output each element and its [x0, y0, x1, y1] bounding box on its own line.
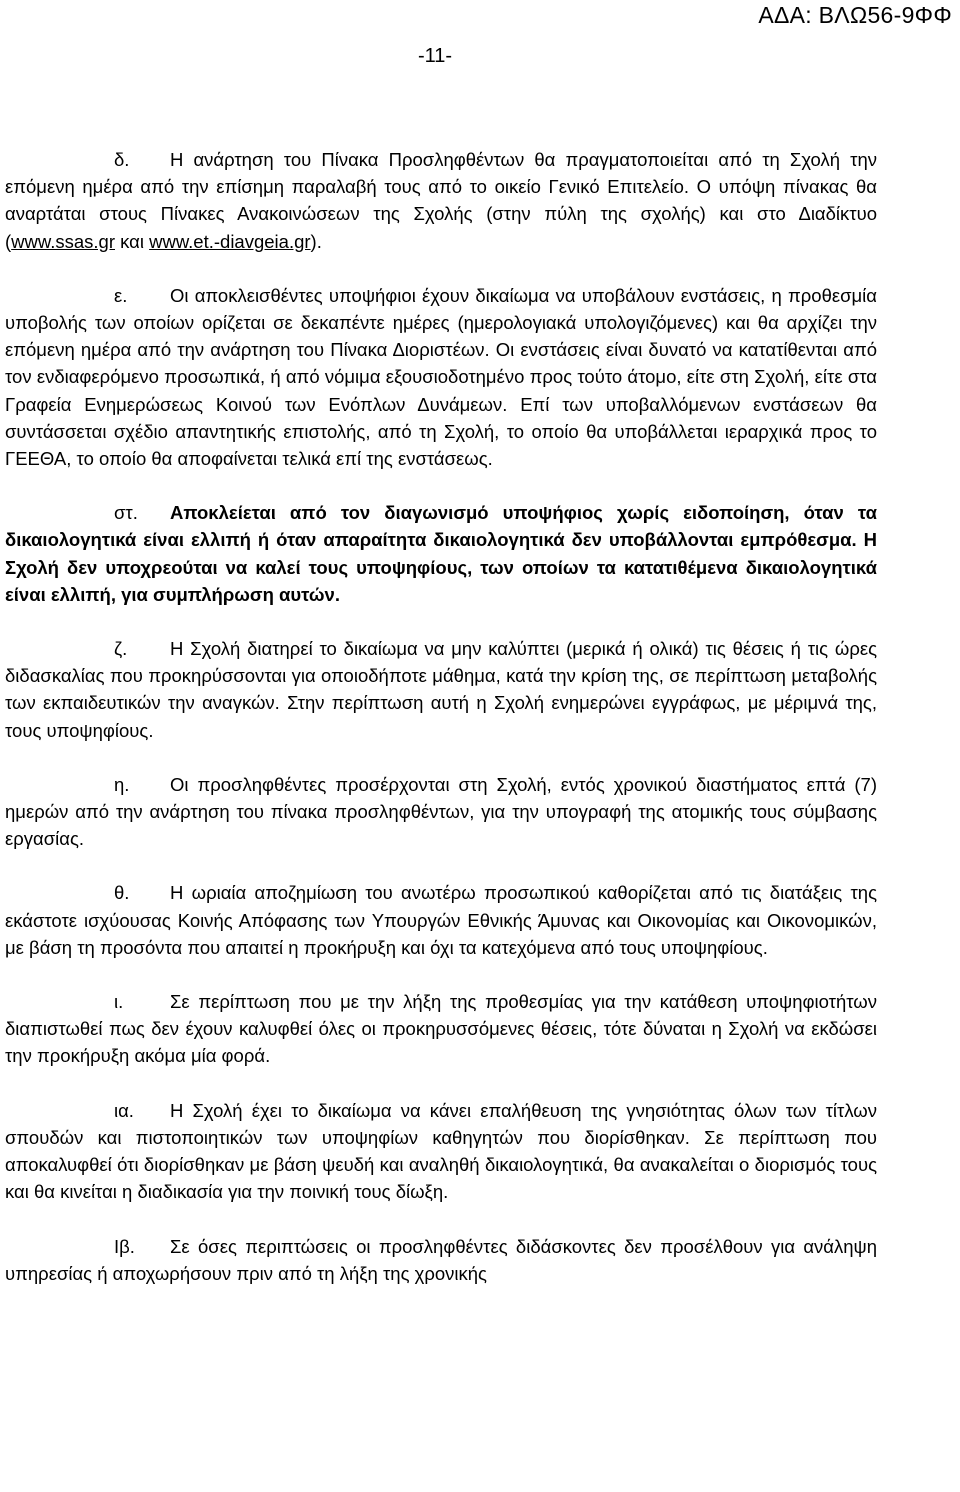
paragraph-text: ).	[310, 230, 322, 252]
ada-code: ΑΔΑ: ΒΛΩ56-9ΦΦ	[758, 2, 952, 28]
page-number: -11-	[418, 45, 453, 67]
paragraph-text: Οι αποκλεισθέντες υποψήφιοι έχουν δικαίωμα να υποβάλουν ενστάσεις, η προθεσμία υποβολής των οποίων ορίζεται σε δεκαπέντε ημέρες (ημερολογιακά υπολογιζόμενες) και θα αρχίζει την επόμενη ημέρα από την ανάρτηση του Πίνακα Διοριστέων. Οι ενστάσεις είναι δυνατό να κατατίθενται από τον ενδιαφερόμενο προσωπικά, ή από νόμιμα εξουσιοδοτημένο προς τούτο άτομο, είτε στη Σχολή, είτε στα Γραφεία Ενημερώσεως Κοινού των Ενόπλων Δυνάμεων. Επί των υποβαλλόμενων ενστάσεων θα συντάσσεται σχέδιο απαντητικής επιστολής, από τη Σχολή, το οποίο θα υποβάλλεται ιεραρχικά προς το ΓΕΕΘΑ, το οποίο θα αποφαίνεται τελικά επί της ενστάσεως.	[5, 284, 877, 470]
paragraph-st	[5, 499, 877, 608]
paragraph-zeta	[5, 635, 877, 744]
paragraph-text: Η Σχολή έχει το δικαίωμα να κάνει επαλήθευση της γνησιότητας όλων των τίτλων σπουδών και πιστοποιητικών των υποψηφίων καθηγητών που διορίσθηκαν. Σε περίπτωση που αποκαλυφθεί ότι διορίσθηκαν με βάση ψευδή και αναληθή δικαιολογητικά, θα ανακαλείται ο διορισμός τους και θα κινείται η διαδικασία για την ποινική τους δίωξη.	[5, 1099, 877, 1203]
paragraph-marker: η.	[114, 773, 130, 795]
paragraph-epsilon	[5, 282, 877, 472]
paragraph-ia	[5, 1097, 877, 1206]
paragraph-marker: ε.	[114, 284, 128, 306]
paragraph-marker: στ.	[114, 502, 138, 524]
paragraph-text: Σε περίπτωση που με την λήξη της προθεσμίας για την κατάθεση υποψηφιοτήτων διαπιστωθεί πως δεν έχουν καλυφθεί όλες οι προκηρυσσόμενες θέσεις, τότε δύναται η Σχολή να εκδώσει την προκήρυξη ακόμα μία φορά.	[5, 991, 877, 1067]
paragraph-marker: ζ.	[114, 638, 128, 660]
diavgeia-link[interactable]: www.et.-diavgeia.gr	[149, 230, 311, 252]
ssas-link[interactable]: www.ssas.gr	[11, 230, 115, 252]
paragraph-marker: ια.	[114, 1099, 134, 1121]
paragraph-text: Σε όσες περιπτώσεις οι προσληφθέντες διδάσκοντες δεν προσέλθουν για ανάληψη υπηρεσίας ή αποχωρήσουν πριν από τη λήξη της χρονικής	[5, 1235, 877, 1284]
paragraph-bold-text: Αποκλείεται από τον διαγωνισμό υποψήφιος χωρίς ειδοποίηση, όταν τα δικαιολογητικά είναι ελλιπή ή όταν απαραίτητα δικαιολογητικά δεν υποβάλλονται εμπρόθεσμα. Η Σχολή δεν υποχρεούται να καλεί τους υποψηφίους, των οποίων τα κατατιθέμενα δικαιολογητικά είναι ελλιπή, για συμπλήρωση αυτών.	[5, 502, 877, 605]
paragraph-text: Η Σχολή διατηρεί το δικαίωμα να μην καλύπτει (μερικά ή ολικά) τις θέσεις ή τις ώρες διδασκαλίας που προκηρύσσονται για οποιοδήποτε μάθημα, κατά την κρίση της, σε περίπτωση μεταβολής των εκπαιδευτικών την αναγκών. Στην περίπτωση αυτή η Σχολή ενημερώνει εγγράφως, με μέριμνά της, τους υποψηφίους.	[5, 638, 877, 741]
paragraph-theta	[5, 879, 877, 961]
paragraph-marker: ι.	[114, 991, 124, 1013]
paragraph-text: και	[115, 230, 150, 252]
paragraph-text: Οι προσληφθέντες προσέρχονται στη Σχολή, εντός χρονικού διαστήματος επτά (7) ημερών από την ανάρτηση του πίνακα προσληφθέντων, για την υπογραφή της ατομικής τους σύμβασης εργασίας.	[5, 773, 877, 850]
paragraph-eta	[5, 771, 877, 853]
paragraph-marker: Ιβ.	[114, 1235, 135, 1257]
paragraph-marker: δ.	[114, 149, 130, 170]
paragraph-text: Η ωριαία αποζημίωση του ανωτέρω προσωπικού καθορίζεται από τις διατάξεις της εκάστοτε ισχύουσας Κοινής Απόφασης των Υπουργών Εθνικής Άμυνας και Οικονομίας και Οικονομικών, με βάση τη προσόντα που απαιτεί η προκήρυξη και όχι τα κατεχόμενα από τους υποψηφίους.	[5, 882, 877, 958]
paragraph-text: Η ανάρτηση του Πίνακα Προσληφθέντων θα πραγματοποιείται από τη Σχολή την επόμενη ημέρα από την επίσημη παραλαβή τους από το οικείο Γενικό Επιτελείο. Ο υπόψη πίνακας θα αναρτάται στους Πίνακες Ανακοινώσεων της Σχολής (στην πύλη της σχολής) και στο Διαδίκτυο (	[5, 149, 877, 252]
paragraph-delta	[5, 146, 877, 255]
paragraph-iota	[5, 988, 877, 1070]
document-body	[5, 146, 877, 1314]
paragraph-ib	[5, 1233, 877, 1287]
paragraph-marker: θ.	[114, 882, 130, 904]
